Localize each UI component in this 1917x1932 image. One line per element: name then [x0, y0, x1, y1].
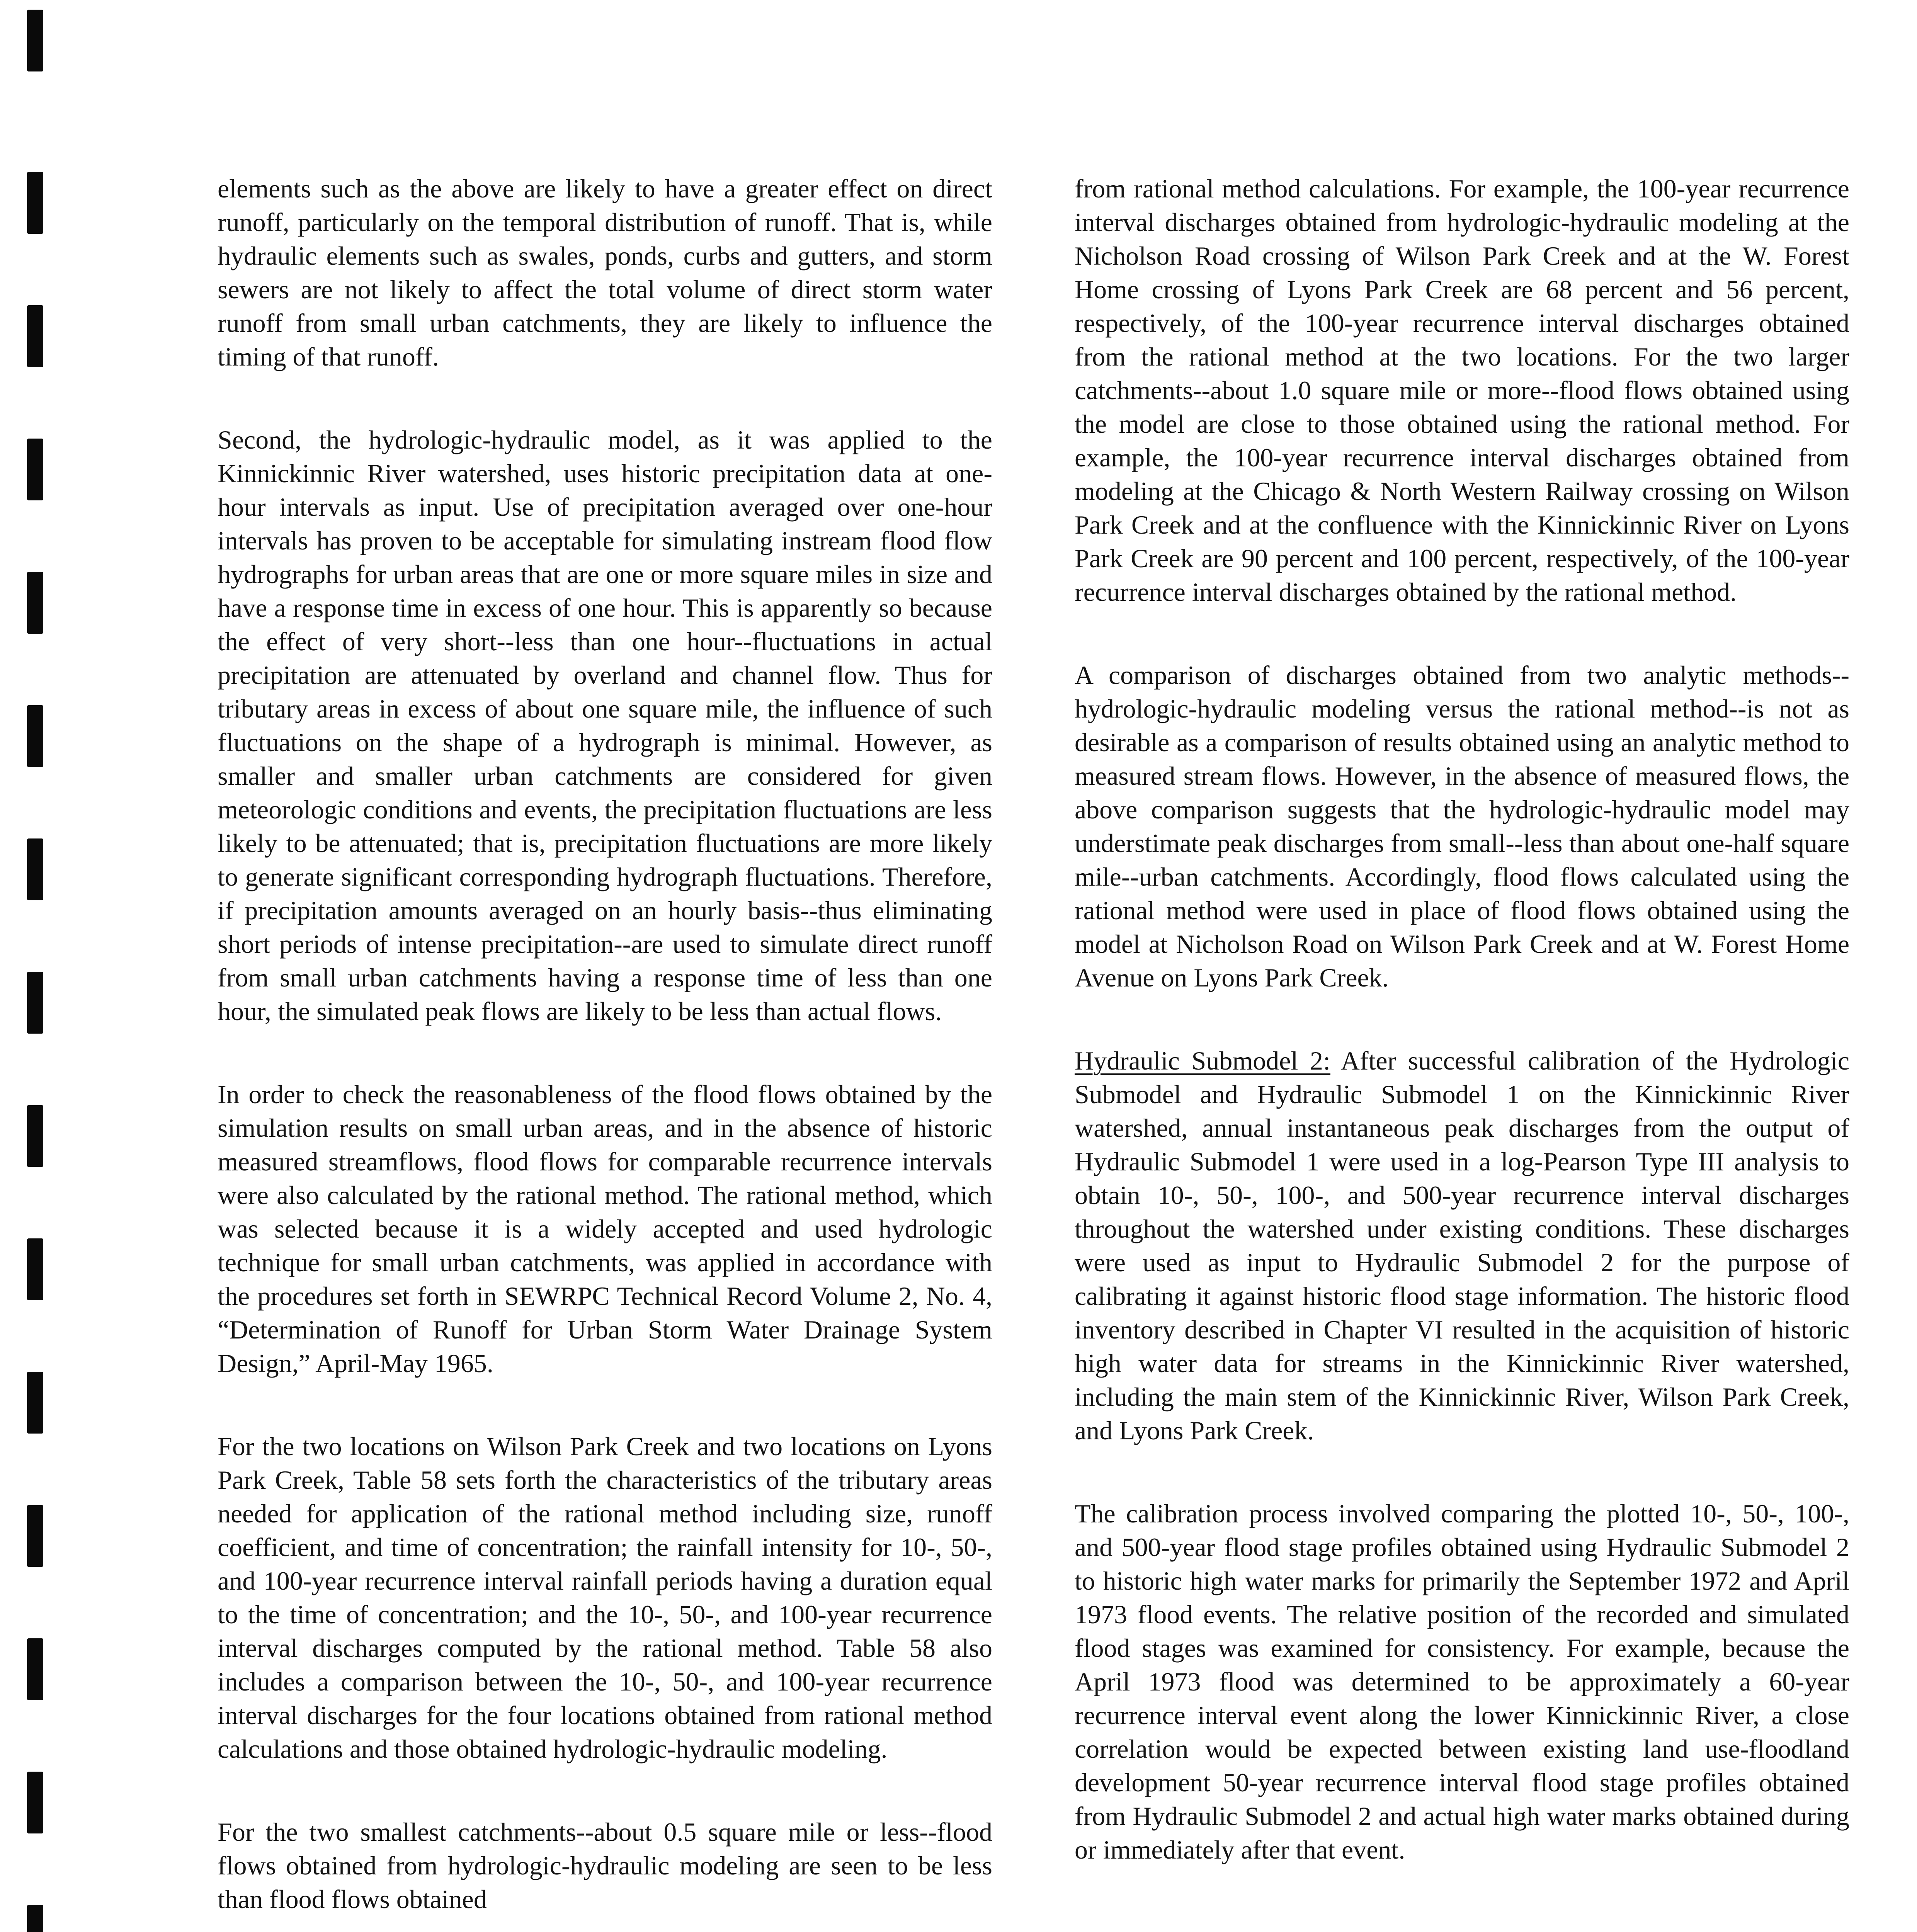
paragraph: In order to check the reasonableness of the flood flows obtained by the simulation results on small urban areas, and in the absence of historic measured streamflows, flood flows for comparable recurrence intervals were also calculated by the rational method. The rational method, which was selected because it is a widely accepted and used hydrologic technique for small urban catchments, was applied in accordance with the procedures set forth in SEWRPC Technical Record Volume 2, No. 4, “Determination of Runoff for Urban Storm Water Drainage System Design,” April-May 1965.: [218, 1080, 992, 1378]
paragraph: For the two locations on Wilson Park Creek and two locations on Lyons Park Creek, Table 58 sets forth the characteristics of the tributary areas needed for application of the rational method including size, runoff coefficient, and time of concentration; the rainfall intensity for 10-, 50-, and 100-year recurrence interval rainfall periods having a duration equal to the time of concentration; and the 10-, 50-, and 100-year recurrence interval discharges computed by the rational method. Table 58 also includes a comparison between the 10-, 50-, and 100-year recurrence interval discharges for the four locations obtained from rational method calculations and those obtained hydrologic-hydraulic modeling.: [218, 1432, 992, 1764]
section-heading: Hydraulic Submodel 2:: [1075, 1046, 1330, 1075]
paragraph: For the two smallest catchments--about 0.5 square mile or less--flood flows obtained from hydrologic-hydraulic modeling are seen to be less than flood flows obtained: [218, 1817, 992, 1914]
paragraph: A comparison of discharges obtained from two analytic methods--hydrologic-hydraulic modeling versus the rational method--is not as desirable as a comparison of results obtained using an analytic method to measured stream flows. However, in the absence of measured flows, the above comparison suggests that the hydrologic-hydraulic model may understimate peak discharges from small--less than about one-half square mile--urban catchments. Accordingly, flood flows calculated using the rational method were used in place of flood flows obtained using the model at Nicholson Road on Wilson Park Creek and at W. Forest Home Avenue on Lyons Park Creek.: [1075, 660, 1849, 992]
punch-hole: [27, 1238, 43, 1300]
punch-hole: [27, 172, 43, 234]
punch-hole: [27, 1105, 43, 1167]
punch-hole: [27, 10, 43, 71]
right-text-column: [1075, 172, 1849, 1916]
punch-hole: [27, 1638, 43, 1700]
punch-hole: [27, 838, 43, 900]
punch-hole: [27, 705, 43, 767]
punch-hole: [27, 439, 43, 500]
punch-hole: [27, 1772, 43, 1833]
punch-hole: [27, 1905, 43, 1932]
paragraph-with-heading: [1075, 1044, 1849, 1447]
paragraph: from rational method calculations. For example, the 100-year recurrence interval discharges obtained from hydrologic-hydraulic modeling at the Nicholson Road crossing of Wilson Park Creek and at the W. Forest Home crossing of Lyons Park Creek are 68 percent and 56 percent, respectively, of the 100-year recurrence interval discharges obtained from the rational method at the two locations. For the two larger catchments--about 1.0 square mile or more--flood flows obtained using the model are close to those obtained using the rational method. For example, the 100-year recurrence interval discharges obtained from modeling at the Chicago & North Western Railway crossing on Wilson Park Creek and at the confluence with the Kinnickinnic River on Lyons Park Creek are 90 percent and 100 percent, respectively, of the 100-year recurrence interval discharges obtained by the rational method.: [1075, 174, 1849, 607]
punch-hole: [27, 1372, 43, 1434]
paragraph: The calibration process involved comparing the plotted 10-, 50-, 100-, and 500-year flood stage profiles obtained using Hydraulic Submodel 2 to historic high water marks for primarily the September 1972 and April 1973 flood events. The relative position of the recorded and simulated flood stages was examined for consistency. For example, because the April 1973 flood was determined to be approximately a 60-year recurrence interval event along the lower Kinnickinnic River, a close correlation would be expected between existing land use-floodland development 50-year recurrence interval flood stage profiles obtained from Hydraulic Submodel 2 and actual high water marks obtained during or immediately after that event.: [1075, 1499, 1849, 1864]
punch-hole: [27, 572, 43, 634]
punch-hole: [27, 972, 43, 1034]
paragraph: Second, the hydrologic-hydraulic model, as it was applied to the Kinnickinnic River watershed, uses historic precipitation data at one-hour intervals as input. Use of precipitation averaged over one-hour intervals has proven to be acceptable for simulating instream flood flow hydrographs for urban areas that are one or more square miles in size and have a response time in excess of one hour. This is apparently so because the effect of very short--less than one hour--fluctuations in actual precipitation are attenuated by overland and channel flow. Thus for tributary areas in excess of about one square mile, the influence of such fluctuations on the shape of a hydrograph is minimal. However, as smaller and smaller urban catchments are considered for given meteorologic conditions and events, the precipitation fluctuations are less likely to be attenuated; that is, precipitation fluctuations are more likely to generate significant corresponding hydrograph fluctuations. Therefore, if precipitation amounts averaged on an hourly basis--thus eliminating short periods of intense precipitation--are used to simulate direct runoff from small urban catchments having a response time of less than one hour, the simulated peak flows are likely to be less than actual flows.: [218, 425, 992, 1026]
punch-hole: [27, 305, 43, 367]
paragraph-body: After successful calibration of the Hydrologic Submodel and Hydraulic Submodel 1 on the Kinnickinnic River watershed, annual instantaneous peak discharges from the output of Hydraulic Submodel 1 were used in a log-Pearson Type III analysis to obtain 10-, 50-, 100-, and 500-year recurrence interval discharges throughout the watershed under existing conditions. These discharges were used as input to Hydraulic Submodel 2 for the purpose of calibrating it against historic flood stage information. The historic flood inventory described in Chapter VI resulted in the acquisition of historic high water data for streams in the Kinnickinnic River watershed, including the main stem of the Kinnickinnic River, Wilson Park Creek, and Lyons Park Creek.: [1075, 1046, 1850, 1445]
left-text-column: [218, 172, 992, 1932]
paragraph: elements such as the above are likely to have a greater effect on direct runoff, particularly on the temporal distribution of runoff. That is, while hydraulic elements such as swales, ponds, curbs and gutters, and storm sewers are not likely to affect the total volume of direct storm water runoff from small urban catchments, they are likely to influence the timing of that runoff.: [218, 174, 992, 371]
punch-hole: [27, 1505, 43, 1567]
